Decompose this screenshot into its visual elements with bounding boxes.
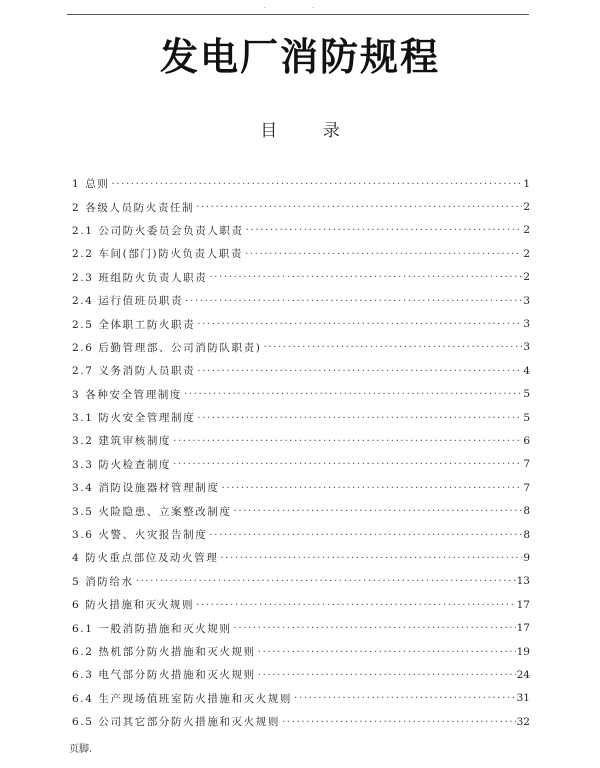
toc-entry[interactable] bbox=[72, 663, 530, 686]
toc-entry-page: 3 bbox=[523, 318, 530, 331]
toc-entry[interactable] bbox=[72, 312, 530, 335]
toc-heading: 目 录 bbox=[260, 121, 340, 141]
toc-leader-dots bbox=[136, 575, 516, 587]
toc-entry-title: 6.4 生产现场值班室防火措施和灭火规则 bbox=[72, 692, 293, 705]
toc-entry[interactable] bbox=[72, 499, 530, 522]
toc-entry[interactable] bbox=[72, 546, 530, 569]
toc-entry[interactable] bbox=[72, 453, 530, 476]
toc-entry[interactable] bbox=[72, 266, 530, 289]
toc-leader-dots bbox=[111, 178, 522, 190]
toc-leader-dots bbox=[234, 505, 523, 517]
toc-leader-dots bbox=[282, 716, 516, 728]
toc-entry[interactable] bbox=[72, 570, 530, 593]
toc-entry-page: 5 bbox=[523, 388, 530, 401]
toc-entry-page: 24 bbox=[516, 668, 530, 681]
toc-entry-title: 2.4 运行值班员职责 bbox=[72, 295, 184, 308]
toc-leader-dots bbox=[258, 669, 516, 681]
toc-leader-dots bbox=[184, 388, 522, 400]
toc-entry[interactable] bbox=[72, 429, 530, 452]
toc-entry[interactable] bbox=[72, 523, 530, 546]
toc-entry[interactable] bbox=[72, 289, 530, 312]
document-title: 发电厂消防规程 bbox=[159, 35, 440, 79]
toc-entry-page: 2 bbox=[523, 224, 530, 237]
toc-entry-page: 8 bbox=[523, 528, 530, 541]
toc-entry-title: 2.6 后勤管理部、公司消防队职责) bbox=[72, 341, 262, 354]
toc-entry[interactable] bbox=[72, 219, 530, 242]
toc-entry-page: 31 bbox=[516, 692, 530, 705]
toc-entry[interactable] bbox=[72, 336, 530, 359]
toc-entry[interactable] bbox=[72, 593, 530, 616]
toc-leader-dots bbox=[173, 458, 522, 470]
toc-entry[interactable] bbox=[72, 710, 530, 733]
toc-entry-page: 4 bbox=[523, 364, 530, 377]
toc-entry[interactable] bbox=[72, 616, 530, 639]
toc-entry[interactable] bbox=[72, 195, 530, 218]
toc-entry[interactable] bbox=[72, 383, 530, 406]
header-rule bbox=[67, 14, 529, 15]
toc-entry-title: 2.7 义务消防人员职责 bbox=[72, 365, 196, 378]
toc-entry-page: 17 bbox=[516, 598, 530, 611]
toc-leader-dots bbox=[246, 224, 523, 236]
toc-entry-title: 3.4 消防设施器材管理制度 bbox=[72, 482, 220, 495]
toc-entry[interactable] bbox=[72, 687, 530, 710]
toc-leader-dots bbox=[173, 435, 522, 447]
toc-entry-page: 2 bbox=[523, 271, 530, 284]
toc-entry-page: 1 bbox=[523, 177, 530, 190]
toc-entry-title: 3.1 防火安全管理制度 bbox=[72, 412, 196, 425]
toc-entry-title: 4 防火重点部位及动火管理 bbox=[72, 552, 219, 565]
toc-entry-title: 3 各种安全管理制度 bbox=[72, 388, 183, 401]
toc-entry-page: 17 bbox=[516, 622, 530, 635]
toc-entry[interactable] bbox=[72, 640, 530, 663]
toc-entry-title: 1 总则 bbox=[72, 178, 110, 191]
toc-entry-title: 6.1 一般消防措施和灭火规则 bbox=[72, 622, 232, 635]
toc-leader-dots bbox=[209, 271, 522, 283]
toc-leader-dots bbox=[197, 365, 522, 377]
toc-entry-page: 7 bbox=[523, 481, 530, 494]
toc-leader-dots bbox=[258, 646, 516, 658]
toc-entry[interactable] bbox=[72, 406, 530, 429]
toc-leader-dots bbox=[185, 295, 522, 307]
table-of-contents bbox=[72, 172, 530, 733]
page-footer: 页脚. bbox=[69, 744, 93, 755]
toc-leader-dots bbox=[234, 622, 516, 634]
toc-leader-dots bbox=[221, 482, 522, 494]
toc-leader-dots bbox=[197, 318, 522, 330]
toc-entry-page: 5 bbox=[523, 411, 530, 424]
toc-entry-page: 7 bbox=[523, 458, 530, 471]
toc-entry-title: 5 消防给水 bbox=[72, 575, 134, 588]
toc-leader-dots bbox=[197, 412, 522, 424]
toc-leader-dots bbox=[220, 552, 522, 564]
toc-entry-title: 3.3 防火检查制度 bbox=[72, 458, 172, 471]
toc-entry-title: 2 各级人员防火责任制 bbox=[72, 201, 195, 214]
toc-entry[interactable] bbox=[72, 359, 530, 382]
toc-leader-dots bbox=[209, 529, 522, 541]
toc-leader-dots bbox=[294, 692, 516, 704]
toc-entry-title: 2.1 公司防火委员会负责人职责 bbox=[72, 224, 244, 237]
toc-entry-page: 2 bbox=[523, 247, 530, 260]
toc-entry-title: 2.5 全体职工防火职责 bbox=[72, 318, 196, 331]
toc-entry-title: 6.5 公司其它部分防火措施和灭火规则 bbox=[72, 716, 280, 729]
toc-entry-title: 3.2 建筑审核制度 bbox=[72, 435, 172, 448]
toc-entry-title: 6.2 热机部分防火措施和灭火规则 bbox=[72, 646, 256, 658]
toc-entry[interactable] bbox=[72, 476, 530, 499]
toc-entry-page: 32 bbox=[516, 715, 530, 728]
toc-entry-page: 2 bbox=[523, 201, 530, 214]
toc-entry-page: 8 bbox=[523, 505, 530, 518]
toc-entry-page: 6 bbox=[523, 434, 530, 447]
toc-entry-title: 3.6 火警、火灾报告制度 bbox=[72, 529, 208, 542]
toc-leader-dots bbox=[196, 599, 516, 611]
toc-entry-page: 9 bbox=[523, 551, 530, 564]
toc-entry-page: 13 bbox=[516, 575, 530, 588]
toc-leader-dots bbox=[245, 248, 522, 260]
toc-entry-page: 3 bbox=[523, 294, 530, 307]
toc-leader-dots bbox=[263, 341, 522, 353]
toc-entry[interactable] bbox=[72, 172, 530, 195]
toc-leader-dots bbox=[196, 201, 522, 213]
header-marks: · · bbox=[263, 4, 337, 12]
toc-entry[interactable] bbox=[72, 242, 530, 265]
toc-entry-title: 3.5 火险隐患、立案整改制度 bbox=[72, 505, 232, 518]
toc-entry-page: 3 bbox=[523, 341, 530, 354]
toc-entry-title: 6.3 电气部分防火措施和灭火规则 bbox=[72, 669, 256, 682]
toc-entry-title: 2.2 车间(部门)防火负责人职责 bbox=[72, 248, 243, 261]
toc-entry-page: 19 bbox=[516, 645, 530, 658]
toc-entry-title: 2.3 班组防火负责人职责 bbox=[72, 271, 208, 284]
toc-entry-title: 6 防火措施和灭火规则 bbox=[72, 599, 195, 612]
